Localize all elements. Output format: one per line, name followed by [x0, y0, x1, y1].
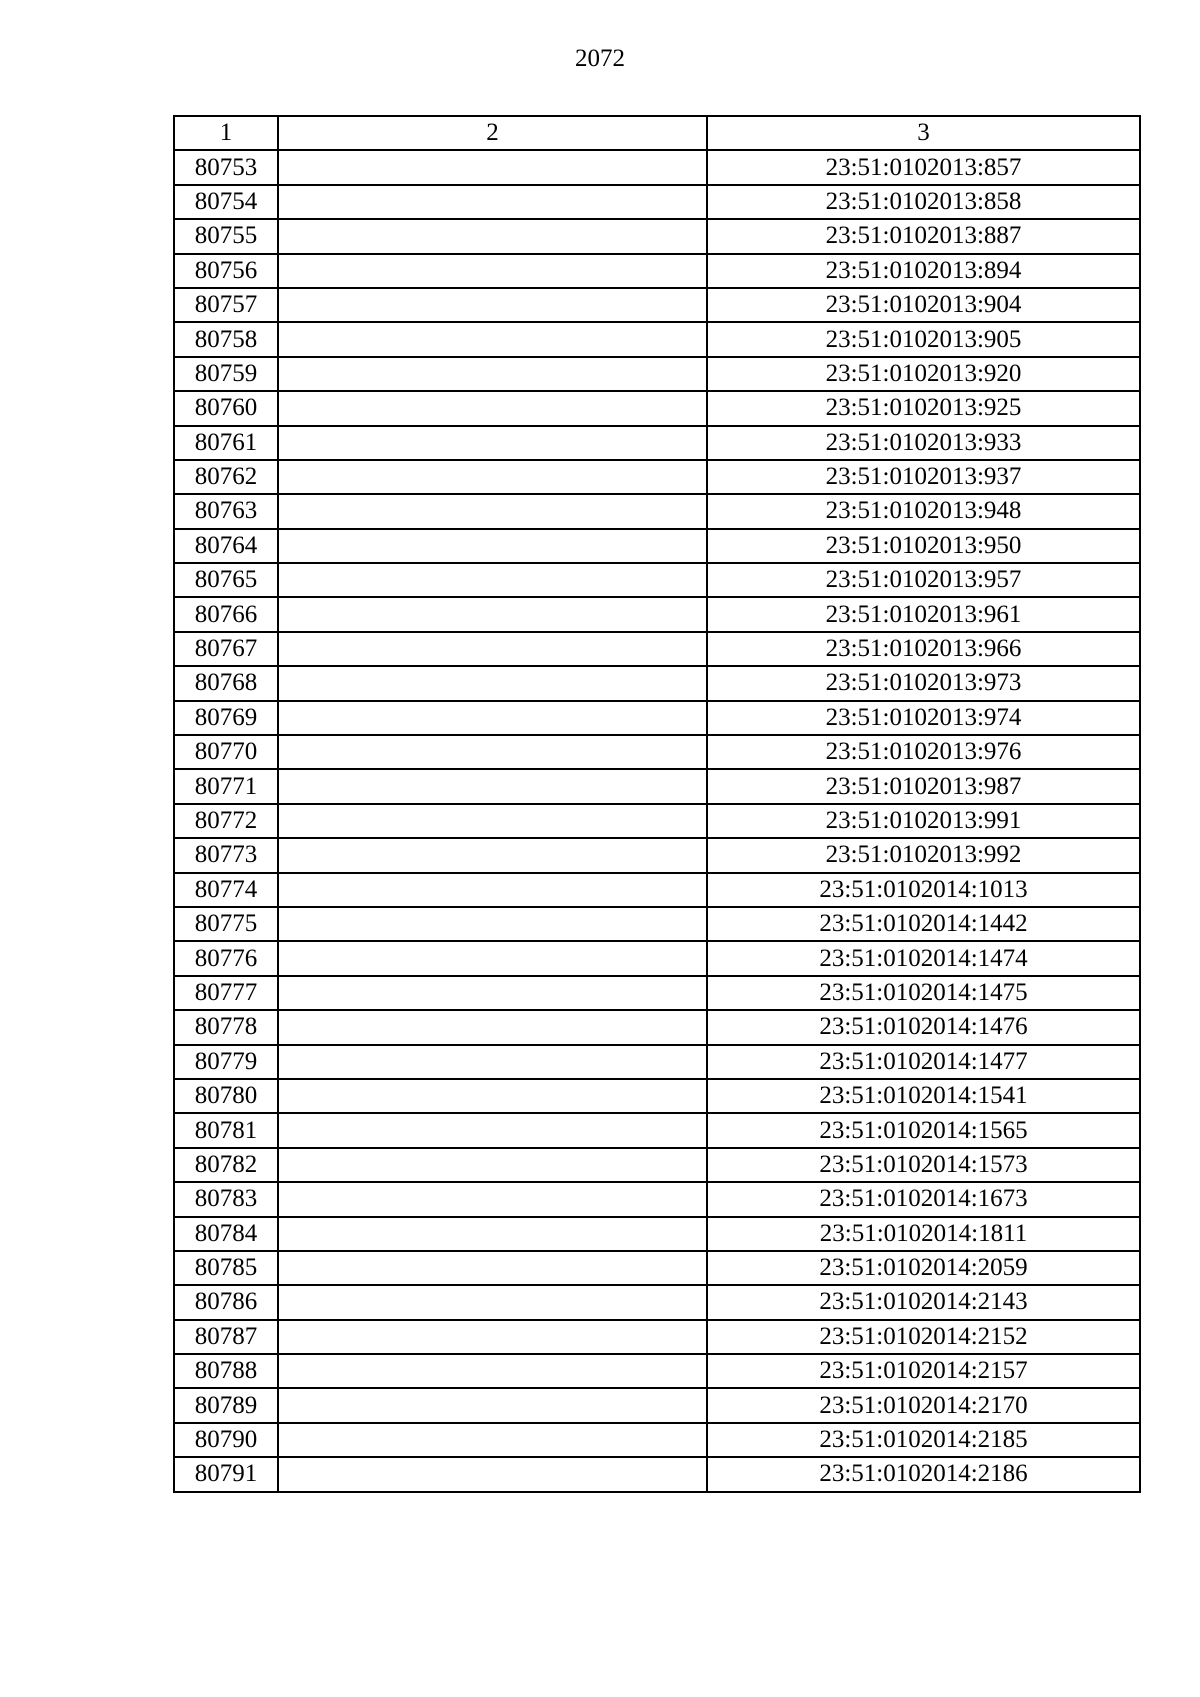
cadastral-number-cell: 23:51:0102013:905 — [707, 322, 1140, 356]
cadastral-number-cell: 23:51:0102013:976 — [707, 735, 1140, 769]
description-cell — [278, 838, 707, 872]
table-row — [174, 804, 1140, 838]
description-cell — [278, 254, 707, 288]
cadastral-number-cell: 23:51:0102014:2170 — [707, 1388, 1140, 1422]
cadastral-number-cell: 23:51:0102014:1565 — [707, 1113, 1140, 1147]
table-row — [174, 1182, 1140, 1216]
row-number-cell: 80771 — [174, 769, 278, 803]
description-cell — [278, 1148, 707, 1182]
cadastral-number-cell: 23:51:0102013:857 — [707, 150, 1140, 184]
column-header-2: 2 — [278, 116, 707, 150]
row-number-cell: 80789 — [174, 1388, 278, 1422]
description-cell — [278, 529, 707, 563]
description-cell — [278, 701, 707, 735]
row-number-cell: 80781 — [174, 1113, 278, 1147]
cadastral-number-cell: 23:51:0102014:1541 — [707, 1079, 1140, 1113]
description-cell — [278, 426, 707, 460]
description-cell — [278, 907, 707, 941]
cadastral-number-cell: 23:51:0102014:1475 — [707, 976, 1140, 1010]
row-number-cell: 80770 — [174, 735, 278, 769]
cadastral-number-cell: 23:51:0102014:1573 — [707, 1148, 1140, 1182]
table-row — [174, 701, 1140, 735]
table-row — [174, 150, 1140, 184]
row-number-cell: 80754 — [174, 185, 278, 219]
row-number-cell: 80774 — [174, 873, 278, 907]
description-cell — [278, 1320, 707, 1354]
description-cell — [278, 322, 707, 356]
cadastral-number-cell: 23:51:0102014:2157 — [707, 1354, 1140, 1388]
row-number-cell: 80790 — [174, 1423, 278, 1457]
description-cell — [278, 1388, 707, 1422]
row-number-cell: 80753 — [174, 150, 278, 184]
row-number-cell: 80778 — [174, 1010, 278, 1044]
table-row — [174, 769, 1140, 803]
table-row — [174, 357, 1140, 391]
row-number-cell: 80783 — [174, 1182, 278, 1216]
table-row — [174, 735, 1140, 769]
row-number-cell: 80782 — [174, 1148, 278, 1182]
table-row — [174, 254, 1140, 288]
row-number-cell: 80776 — [174, 941, 278, 975]
description-cell — [278, 1457, 707, 1491]
table-row — [174, 976, 1140, 1010]
cadastral-number-cell: 23:51:0102013:925 — [707, 391, 1140, 425]
description-cell — [278, 1113, 707, 1147]
table-row — [174, 1423, 1140, 1457]
description-cell — [278, 632, 707, 666]
table-row — [174, 1388, 1140, 1422]
description-cell — [278, 219, 707, 253]
cadastral-number-cell: 23:51:0102014:1811 — [707, 1217, 1140, 1251]
row-number-cell: 80767 — [174, 632, 278, 666]
row-number-cell: 80755 — [174, 219, 278, 253]
description-cell — [278, 1285, 707, 1319]
table-row — [174, 1045, 1140, 1079]
table-header — [174, 116, 1140, 150]
cadastral-number-cell: 23:51:0102013:858 — [707, 185, 1140, 219]
cadastral-number-cell: 23:51:0102013:966 — [707, 632, 1140, 666]
column-header-1: 1 — [174, 116, 278, 150]
description-cell — [278, 597, 707, 631]
description-cell — [278, 185, 707, 219]
table-row — [174, 1251, 1140, 1285]
table-row — [174, 391, 1140, 425]
cadastral-number-cell: 23:51:0102014:1013 — [707, 873, 1140, 907]
cadastral-number-cell: 23:51:0102013:948 — [707, 494, 1140, 528]
table-row — [174, 666, 1140, 700]
row-number-cell: 80757 — [174, 288, 278, 322]
row-number-cell: 80779 — [174, 1045, 278, 1079]
row-number-cell: 80768 — [174, 666, 278, 700]
description-cell — [278, 1423, 707, 1457]
cadastral-number-cell: 23:51:0102013:961 — [707, 597, 1140, 631]
cadastral-number-cell: 23:51:0102013:904 — [707, 288, 1140, 322]
cadastral-number-cell: 23:51:0102014:2152 — [707, 1320, 1140, 1354]
cadastral-number-cell: 23:51:0102014:1673 — [707, 1182, 1140, 1216]
row-number-cell: 80775 — [174, 907, 278, 941]
table-row — [174, 460, 1140, 494]
row-number-cell: 80777 — [174, 976, 278, 1010]
row-number-cell: 80760 — [174, 391, 278, 425]
table-row — [174, 1079, 1140, 1113]
cadastral-number-cell: 23:51:0102014:1442 — [707, 907, 1140, 941]
cadastral-number-cell: 23:51:0102013:973 — [707, 666, 1140, 700]
row-number-cell: 80764 — [174, 529, 278, 563]
table-row — [174, 1148, 1140, 1182]
description-cell — [278, 391, 707, 425]
table-row — [174, 838, 1140, 872]
cadastral-number-cell: 23:51:0102013:974 — [707, 701, 1140, 735]
cadastral-number-cell: 23:51:0102014:1477 — [707, 1045, 1140, 1079]
row-number-cell: 80756 — [174, 254, 278, 288]
description-cell — [278, 873, 707, 907]
table-row — [174, 1285, 1140, 1319]
table-body — [174, 150, 1140, 1491]
description-cell — [278, 769, 707, 803]
cadastral-number-cell: 23:51:0102014:1474 — [707, 941, 1140, 975]
row-number-cell: 80772 — [174, 804, 278, 838]
description-cell — [278, 1079, 707, 1113]
cadastral-number-cell: 23:51:0102014:2185 — [707, 1423, 1140, 1457]
table-row — [174, 1354, 1140, 1388]
table-row — [174, 907, 1140, 941]
cadastral-number-cell: 23:51:0102014:2186 — [707, 1457, 1140, 1491]
row-number-cell: 80758 — [174, 322, 278, 356]
description-cell — [278, 976, 707, 1010]
description-cell — [278, 735, 707, 769]
table-row — [174, 219, 1140, 253]
table-row — [174, 494, 1140, 528]
row-number-cell: 80786 — [174, 1285, 278, 1319]
cadastral-number-cell: 23:51:0102013:992 — [707, 838, 1140, 872]
description-cell — [278, 357, 707, 391]
cadastral-number-cell: 23:51:0102013:950 — [707, 529, 1140, 563]
table-row — [174, 941, 1140, 975]
table-row — [174, 529, 1140, 563]
description-cell — [278, 563, 707, 597]
table-row — [174, 1113, 1140, 1147]
cadastral-number-cell: 23:51:0102013:937 — [707, 460, 1140, 494]
cadastral-number-cell: 23:51:0102013:987 — [707, 769, 1140, 803]
description-cell — [278, 666, 707, 700]
row-number-cell: 80762 — [174, 460, 278, 494]
table-row — [174, 563, 1140, 597]
row-number-cell: 80765 — [174, 563, 278, 597]
column-header-3: 3 — [707, 116, 1140, 150]
description-cell — [278, 460, 707, 494]
description-cell — [278, 150, 707, 184]
cadastral-number-cell: 23:51:0102014:2059 — [707, 1251, 1140, 1285]
cadastral-number-cell: 23:51:0102013:887 — [707, 219, 1140, 253]
cadastral-number-cell: 23:51:0102013:991 — [707, 804, 1140, 838]
table-row — [174, 1457, 1140, 1491]
description-cell — [278, 1251, 707, 1285]
description-cell — [278, 804, 707, 838]
description-cell — [278, 1354, 707, 1388]
cadastral-number-cell: 23:51:0102013:933 — [707, 426, 1140, 460]
row-number-cell: 80788 — [174, 1354, 278, 1388]
row-number-cell: 80773 — [174, 838, 278, 872]
table-row — [174, 426, 1140, 460]
row-number-cell: 80791 — [174, 1457, 278, 1491]
description-cell — [278, 288, 707, 322]
row-number-cell: 80780 — [174, 1079, 278, 1113]
registry-table — [173, 115, 1141, 1493]
row-number-cell: 80759 — [174, 357, 278, 391]
table-row — [174, 1010, 1140, 1044]
description-cell — [278, 494, 707, 528]
description-cell — [278, 1182, 707, 1216]
row-number-cell: 80761 — [174, 426, 278, 460]
cadastral-number-cell: 23:51:0102014:2143 — [707, 1285, 1140, 1319]
row-number-cell: 80769 — [174, 701, 278, 735]
cadastral-number-cell: 23:51:0102013:894 — [707, 254, 1140, 288]
description-cell — [278, 1045, 707, 1079]
table-row — [174, 1320, 1140, 1354]
row-number-cell: 80787 — [174, 1320, 278, 1354]
table-row — [174, 322, 1140, 356]
row-number-cell: 80763 — [174, 494, 278, 528]
page-number: 2072 — [575, 45, 625, 72]
row-number-cell: 80784 — [174, 1217, 278, 1251]
table-row — [174, 1217, 1140, 1251]
cadastral-number-cell: 23:51:0102014:1476 — [707, 1010, 1140, 1044]
description-cell — [278, 1217, 707, 1251]
table-row — [174, 632, 1140, 666]
table-row — [174, 288, 1140, 322]
table-row — [174, 597, 1140, 631]
cadastral-number-cell: 23:51:0102013:920 — [707, 357, 1140, 391]
description-cell — [278, 1010, 707, 1044]
table-header-row — [174, 116, 1140, 150]
row-number-cell: 80766 — [174, 597, 278, 631]
row-number-cell: 80785 — [174, 1251, 278, 1285]
table-row — [174, 185, 1140, 219]
table-row — [174, 873, 1140, 907]
cadastral-number-cell: 23:51:0102013:957 — [707, 563, 1140, 597]
description-cell — [278, 941, 707, 975]
